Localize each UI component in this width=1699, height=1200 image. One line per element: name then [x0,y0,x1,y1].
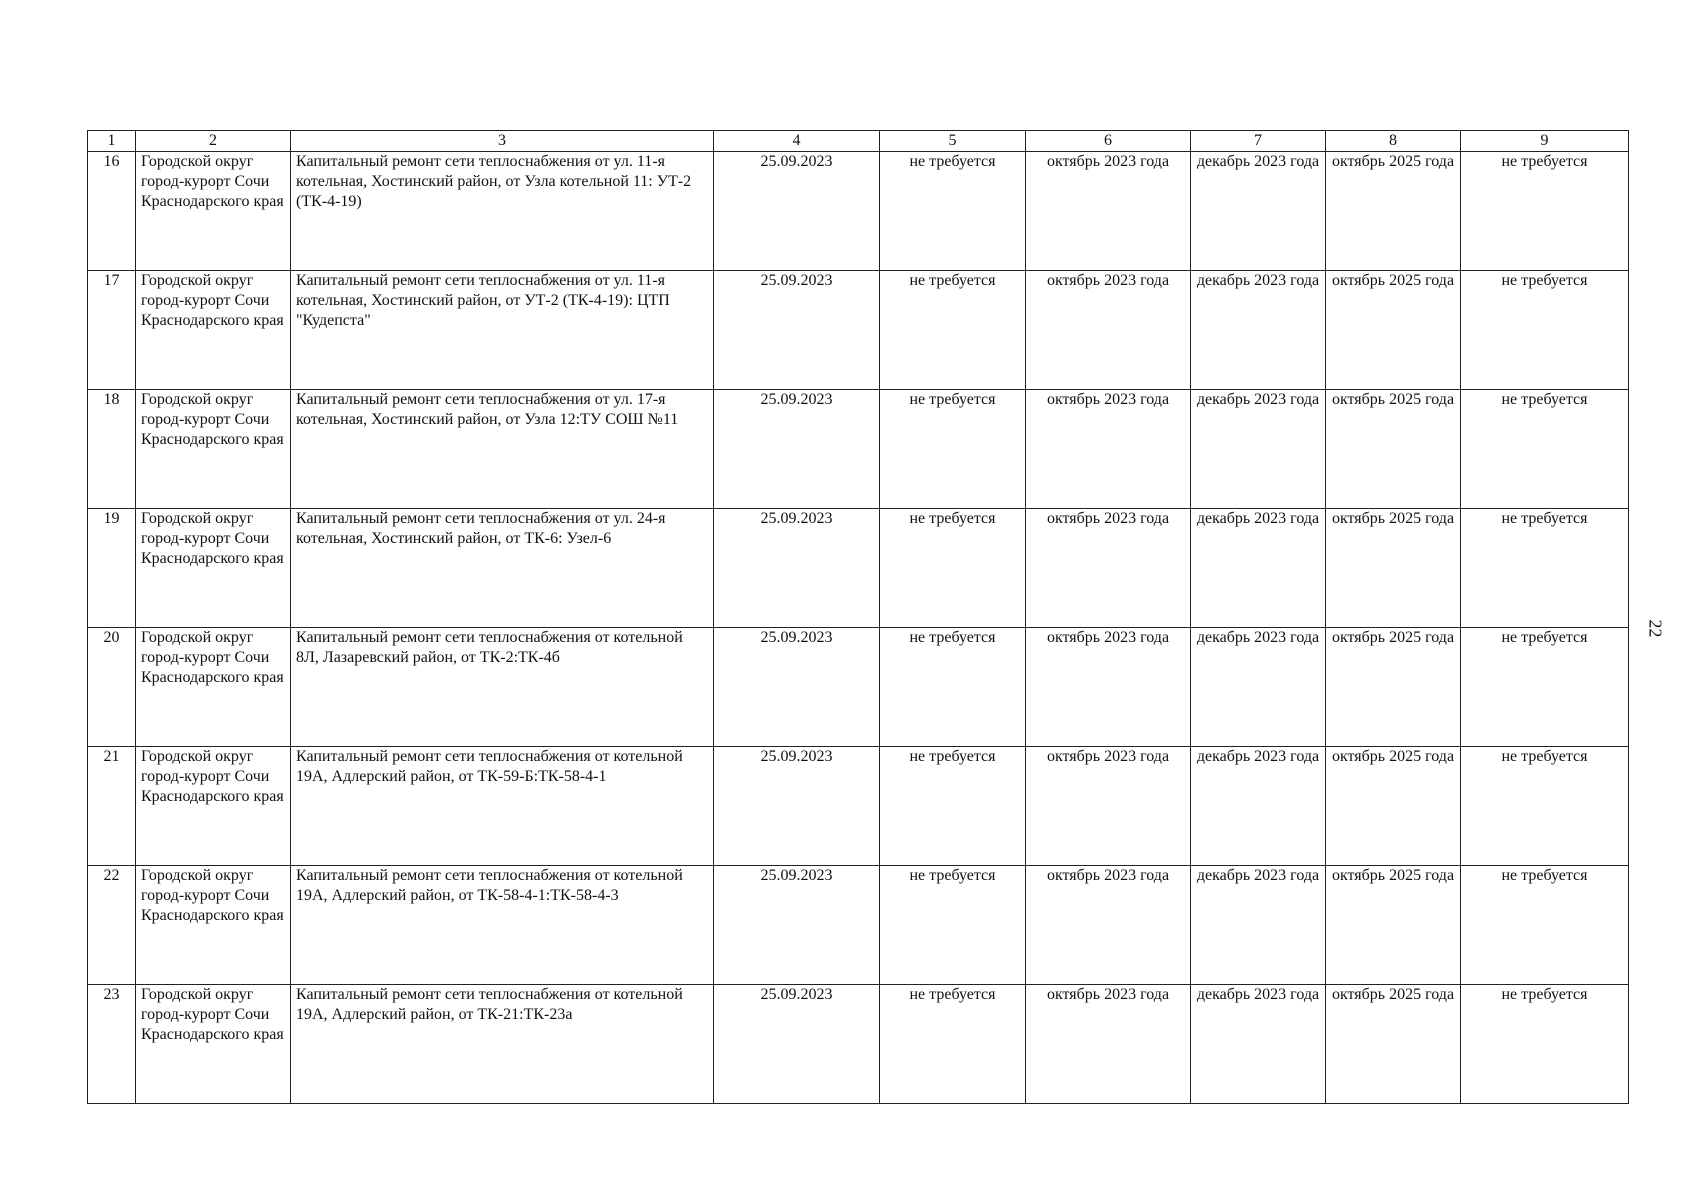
date-cell: 25.09.2023 [714,271,880,390]
col5-cell: не требуется [880,152,1026,271]
object-cell: Капитальный ремонт сети теплоснабжения от котельной 8Л, Лазаревский район, от ТК-2:ТК-4б [291,628,714,747]
header-cell: 3 [291,131,714,152]
col8-cell: октябрь 2025 года [1326,271,1461,390]
object-cell: Капитальный ремонт сети теплоснабжения от котельной 19А, Адлерский район, от ТК-21:ТК-23а [291,985,714,1104]
col8-cell: октябрь 2025 года [1326,747,1461,866]
col9-cell: не требуется [1461,747,1629,866]
municipality-cell: Городской округ город-курорт Сочи Краснодарского края [136,985,291,1104]
object-cell: Капитальный ремонт сети теплоснабжения от ул. 11-я котельная, Хостинский район, от УТ-2 (ТК-4-19): ЦТП "Кудепста" [291,271,714,390]
col5-cell: не требуется [880,747,1026,866]
col8-cell: октябрь 2025 года [1326,509,1461,628]
row-number: 18 [88,390,136,509]
col9-cell: не требуется [1461,866,1629,985]
col5-cell: не требуется [880,390,1026,509]
col6-cell: октябрь 2023 года [1026,628,1191,747]
municipality-cell: Городской округ город-курорт Сочи Краснодарского края [136,152,291,271]
municipality-cell: Городской округ город-курорт Сочи Краснодарского края [136,390,291,509]
col9-cell: не требуется [1461,271,1629,390]
header-cell: 4 [714,131,880,152]
col7-cell: декабрь 2023 года [1191,628,1326,747]
col6-cell: октябрь 2023 года [1026,271,1191,390]
col9-cell: не требуется [1461,985,1629,1104]
header-cell: 1 [88,131,136,152]
date-cell: 25.09.2023 [714,509,880,628]
schedule-table [87,130,1629,1104]
col8-cell: октябрь 2025 года [1326,628,1461,747]
row-number: 22 [88,866,136,985]
date-cell: 25.09.2023 [714,985,880,1104]
col8-cell: октябрь 2025 года [1326,390,1461,509]
row-number: 19 [88,509,136,628]
col9-cell: не требуется [1461,390,1629,509]
table-row [88,271,1629,390]
date-cell: 25.09.2023 [714,747,880,866]
col7-cell: декабрь 2023 года [1191,509,1326,628]
table-row [88,390,1629,509]
page-number: 22 [1645,619,1666,638]
date-cell: 25.09.2023 [714,628,880,747]
table-row [88,152,1629,271]
col9-cell: не требуется [1461,628,1629,747]
col6-cell: октябрь 2023 года [1026,509,1191,628]
object-cell: Капитальный ремонт сети теплоснабжения от котельной 19А, Адлерский район, от ТК-58-4-1:ТК-58-4-3 [291,866,714,985]
header-cell: 6 [1026,131,1191,152]
date-cell: 25.09.2023 [714,390,880,509]
table-row [88,866,1629,985]
col7-cell: декабрь 2023 года [1191,390,1326,509]
table-row [88,509,1629,628]
object-cell: Капитальный ремонт сети теплоснабжения от котельной 19А, Адлерский район, от ТК-59-Б:ТК-58-4-1 [291,747,714,866]
col7-cell: декабрь 2023 года [1191,152,1326,271]
col7-cell: декабрь 2023 года [1191,866,1326,985]
municipality-cell: Городской округ город-курорт Сочи Краснодарского края [136,747,291,866]
municipality-cell: Городской округ город-курорт Сочи Краснодарского края [136,509,291,628]
object-cell: Капитальный ремонт сети теплоснабжения от ул. 17-я котельная, Хостинский район, от Узла 12:ТУ СОШ №11 [291,390,714,509]
col6-cell: октябрь 2023 года [1026,152,1191,271]
date-cell: 25.09.2023 [714,152,880,271]
table-row [88,747,1629,866]
table-row [88,628,1629,747]
col8-cell: октябрь 2025 года [1326,152,1461,271]
table-row [88,985,1629,1104]
col5-cell: не требуется [880,628,1026,747]
col6-cell: октябрь 2023 года [1026,747,1191,866]
municipality-cell: Городской округ город-курорт Сочи Краснодарского края [136,271,291,390]
header-cell: 5 [880,131,1026,152]
col6-cell: октябрь 2023 года [1026,866,1191,985]
header-cell: 8 [1326,131,1461,152]
row-number: 17 [88,271,136,390]
row-number: 23 [88,985,136,1104]
col8-cell: октябрь 2025 года [1326,866,1461,985]
header-cell: 2 [136,131,291,152]
header-cell: 9 [1461,131,1629,152]
row-number: 20 [88,628,136,747]
table-header-row [88,131,1629,152]
date-cell: 25.09.2023 [714,866,880,985]
col5-cell: не требуется [880,866,1026,985]
col6-cell: октябрь 2023 года [1026,985,1191,1104]
object-cell: Капитальный ремонт сети теплоснабжения от ул. 24-я котельная, Хостинский район, от ТК-6: Узел-6 [291,509,714,628]
col8-cell: октябрь 2025 года [1326,985,1461,1104]
col5-cell: не требуется [880,271,1026,390]
col7-cell: декабрь 2023 года [1191,271,1326,390]
col7-cell: декабрь 2023 года [1191,747,1326,866]
col5-cell: не требуется [880,985,1026,1104]
col7-cell: декабрь 2023 года [1191,985,1326,1104]
col9-cell: не требуется [1461,509,1629,628]
object-cell: Капитальный ремонт сети теплоснабжения от ул. 11-я котельная, Хостинский район, от Узла котельной 11: УТ-2 (ТК-4-19) [291,152,714,271]
municipality-cell: Городской округ город-курорт Сочи Краснодарского края [136,866,291,985]
col6-cell: октябрь 2023 года [1026,390,1191,509]
municipality-cell: Городской округ город-курорт Сочи Краснодарского края [136,628,291,747]
col9-cell: не требуется [1461,152,1629,271]
col5-cell: не требуется [880,509,1026,628]
row-number: 21 [88,747,136,866]
header-cell: 7 [1191,131,1326,152]
row-number: 16 [88,152,136,271]
